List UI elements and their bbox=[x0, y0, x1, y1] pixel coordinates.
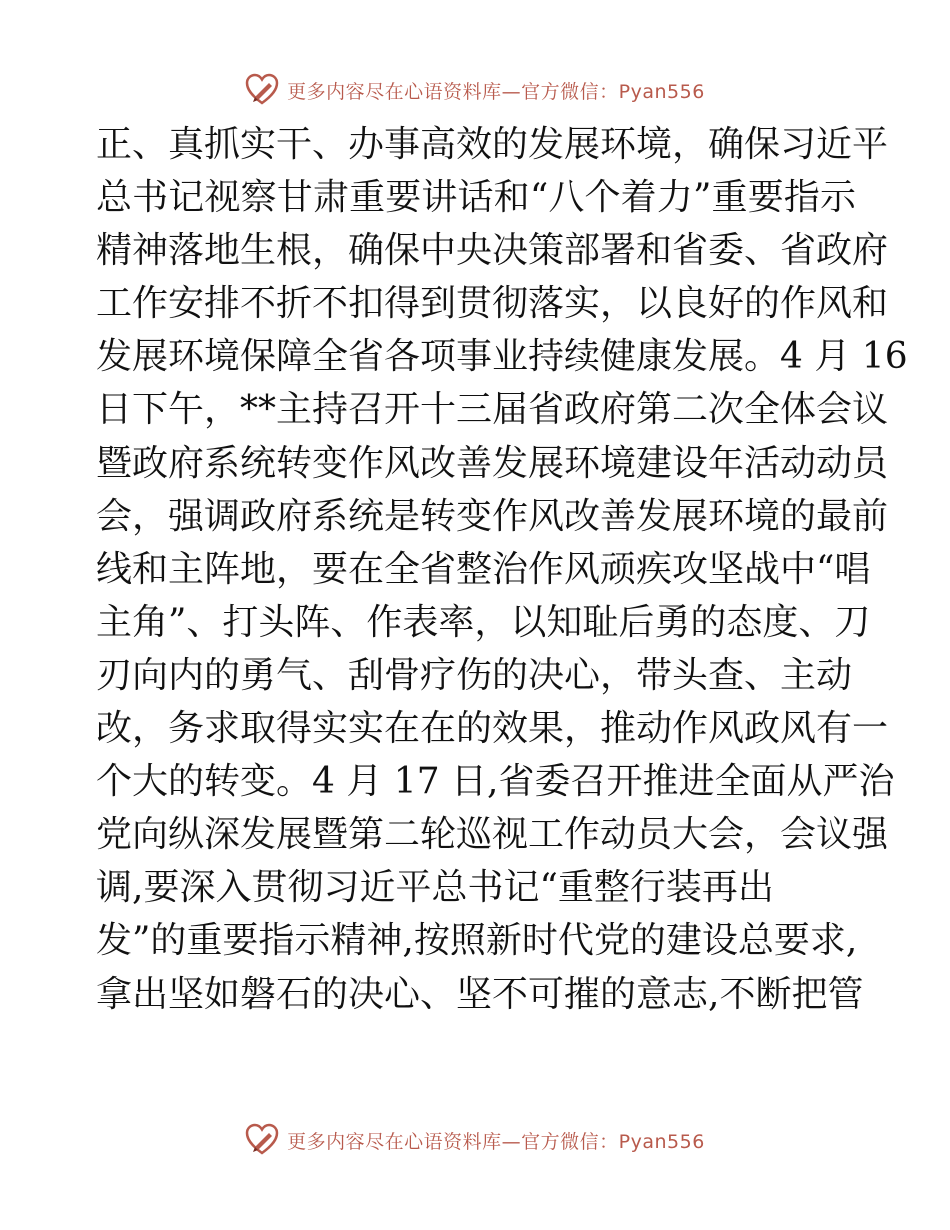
text-line: 会，强调政府系统是转变作风改善发展环境的最前 bbox=[96, 495, 889, 537]
text-line: 总书记视察甘肃重要讲话和“八个着力”重要指示 bbox=[96, 177, 856, 219]
heart-pen-logo-icon bbox=[245, 73, 279, 107]
watermark-text: 更多内容尽在心语资料库—官方微信：Pyan556 bbox=[287, 80, 705, 103]
watermark-text: 更多内容尽在心语资料库—官方微信：Pyan556 bbox=[287, 1130, 705, 1153]
text-line: 发展环境保障全省各项事业持续健康发展。4 月 16 bbox=[96, 336, 908, 378]
text-line: 发”的重要指示精神,按照新时代党的建设总要求, bbox=[96, 920, 858, 962]
text-line: 线和主阵地，要在全省整治作风顽疾攻坚战中“唱 bbox=[96, 548, 871, 590]
text-line: 个大的转变。4 月 17 日,省委召开推进全面从严治 bbox=[96, 761, 895, 803]
text-line: 暨政府系统转变作风改善发展环境建设年活动动员 bbox=[96, 442, 889, 484]
text-line: 改，务求取得实实在在的效果，推动作风政风有一 bbox=[96, 708, 889, 750]
text-line: 日下午，**主持召开十三届省政府第二次全体会议 bbox=[96, 389, 889, 431]
watermark-header bbox=[0, 70, 950, 110]
text-line: 党向纵深发展暨第二轮巡视工作动员大会，会议强 bbox=[96, 814, 889, 856]
text-line: 刃向内的勇气、刮骨疗伤的决心，带头查、主动 bbox=[96, 654, 853, 696]
text-line: 调,要深入贯彻习近平总书记“重整行装再出 bbox=[96, 867, 774, 909]
text-line: 正、真抓实干、办事高效的发展环境，确保习近平 bbox=[96, 124, 889, 165]
text-line: 主角”、打头阵、作表率，以知耻后勇的态度、刀 bbox=[96, 601, 871, 643]
document-body bbox=[96, 118, 908, 1021]
text-line: 工作安排不折不扣得到贯彻落实，以良好的作风和 bbox=[96, 283, 889, 325]
watermark-footer bbox=[0, 1120, 950, 1160]
text-line: 精神落地生根，确保中央决策部署和省委、省政府 bbox=[96, 230, 889, 272]
text-line: 拿出坚如磐石的决心、坚不可摧的意志,不断把管 bbox=[96, 973, 864, 1015]
heart-pen-logo-icon bbox=[245, 1123, 279, 1157]
